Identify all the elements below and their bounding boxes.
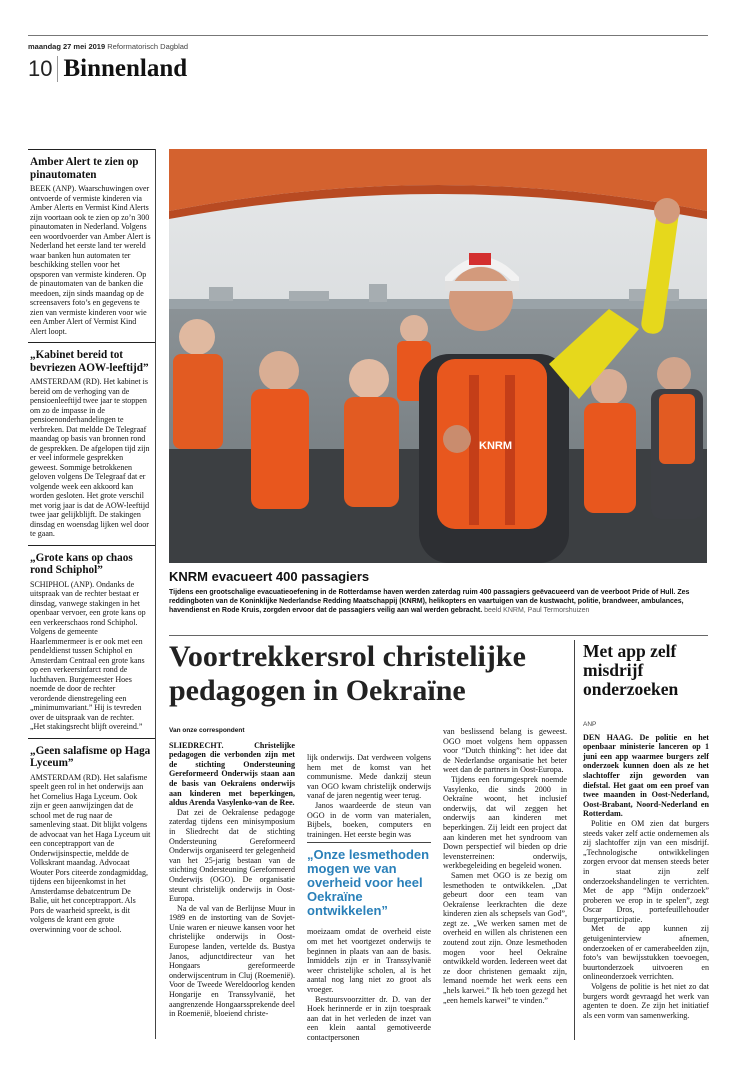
article-lead: SLIEDRECHT. Christelijke pedagogen die verbonden zijn met de stichting Ondersteuning Gereformeerd Onderwijs staan aan de basis van Oekraïens onderwijs aan kinderen met beperkingen, aldus Arenda Vasylenko-van de Ree. bbox=[169, 740, 295, 808]
vest-label: KNRM bbox=[479, 440, 512, 452]
brief-schiphol bbox=[28, 545, 155, 738]
masthead bbox=[28, 42, 708, 102]
side-source: ANP bbox=[583, 721, 597, 728]
brief-title: „Geen salafisme op Haga Lyceum” bbox=[30, 744, 151, 769]
paragraph: Volgens de politie is het niet zo dat burgers wordt gevraagd het werk van agenten te doen. Ze zijn het initiatief als een vorm van samenwerking. bbox=[583, 982, 709, 1020]
paragraph: lijk onderwijs. Dat verdween volgens hem met de komst van het communisme. Mede dankzij steun van OGO kwam christelijk onderwijs vanaf de jaren negentig weer terug. bbox=[307, 753, 431, 801]
top-rule bbox=[28, 35, 708, 36]
brief-amber-alert bbox=[28, 149, 155, 342]
article-rule bbox=[169, 635, 708, 636]
brief-title: Amber Alert te zien op pinautomaten bbox=[30, 156, 139, 181]
brief-body: AMSTERDAM (RD). Het salafisme speelt geen rol in het onderwijs aan het Cornelius Haga Lyceum. Ook zijn er geen aanwijzingen dat de school met de rug naar de samenleving staat. Dit blijkt volgens de advocaat van het Haga Lyceum uit een conceptrapport van de Onderwijsinspectie, meldde de Volkskrant maandag. Advocaat Wouter Pors citeerde zondagmiddag, tijdens een bijeenkomst in het Amsterdamse debatcentrum De Balie, uit het conceptrapport. Als Pors de waarheid spreekt, is dit volgens de krant een grote overwinning voor de school. bbox=[30, 772, 151, 934]
photo-illustration bbox=[169, 149, 707, 563]
brief-title: „Kabinet bereid tot bevriezen AOW-leeftijd” bbox=[30, 349, 149, 374]
paragraph: Dat zei de Oekraïense pedagoge zaterdag tijdens een minisymposium in Sliedrecht dat de stichting Ondersteuning Gereformeerd Onderwijs organiseerd ter gelegenheid van het 25-jarig bestaan van de stichting Ondersteuning Gereformeerd Onderwijs (OGO). De organisatie steunt christelijk onderwijs in Oost-Europa. bbox=[169, 807, 295, 904]
dateline bbox=[28, 42, 708, 51]
side-lead: DEN HAAG. De politie en het openbaar ministerie lanceren op 1 juni een app waarmee burgers zelf onderzoek kunnen doen als ze het slachtoffer zijn geworden van diefstal. Het gaat om een proef van twee maanden in Oost-Nederland, Oost-Brabant, Noord-Nederland en Rotterdam. bbox=[583, 732, 709, 819]
brief-title: „Grote kans op chaos rond Schiphol” bbox=[30, 551, 133, 576]
caption-body: Tijdens een grootschalige evacuatieoefening in de Rotterdamse haven werden zaterdag ruim 400 passagiers geëvacueerd van de veerboot Pride of Hull. Zes reddingboten van de Koninklijke Nederlandse Redding Maatschappij (KNRM), helikopters en vaartuigen van de kustwacht, politie, brandweer, ambulances, havendienst en Rode Kruis, zorgden ervoor dat de passagiers veilig aan wal werden gebracht. bbox=[169, 589, 690, 614]
article-column-1 bbox=[169, 700, 295, 1019]
brief-body: AMSTERDAM (RD). Het kabinet is bereid om de verhoging van de pensioenleeftijd twee jaar te stoppen om zo de impasse in de pensioenonderhandelingen te verbreken. Dat meldde De Telegraaf maandag op basis van bronnen rond de gesprekken. De afgelopen tijd zijn er veel informele gesprekken geweest. Sommige betrokkenen geloven volgens De Telegraaf dat er volgende week een akkoord kan worden gesloten. Het grote verschil met vorig jaar is dat de AOW-leeftijd twee jaar gelijkblijft. De stakingen dinsdag en woensdag lijken wel door te gaan. bbox=[30, 377, 150, 538]
evacuation-photo bbox=[169, 149, 707, 563]
main-headline: Voortrekkersrol christelijke pedagogen in Oekraïne bbox=[169, 640, 526, 707]
paragraph: Janos waardeerde de steun van OGO in de vorm van materialen, Bijbels, boeken, computers en trainingen. Het eerste begin was bbox=[307, 800, 431, 839]
paragraph: moeizaam omdat de overheid eiste om met het voortgezet onderwijs te beginnen in plaats van aan de basis. Inmiddels zijn er in Transsylvanië weer christelijke scholen, al is het aantal nog lang niet zo groot als vroeger. bbox=[307, 927, 431, 994]
paragraph: Politie en OM zien dat burgers steeds vaker zelf actie ondernemen als zij slachtoffer zijn van een misdrijf. „Technologische ontwikkelingen zorgen ervoor dat mensen steeds beter in staat zijn zelf onderzoekshandelingen te verrichten. Met de app “Mijn onderzoek” proberen we erop in te spelen”, zegt Oscar Dros, portefeuillehouder burgerparticipatie. bbox=[583, 818, 709, 924]
paragraph: Met de app kunnen zij getuigeninterview afnemen, onderzoeken of er camerabeelden zijn, foto’s van bewijsstukken toevoegen, buurtonderzoek uitvoeren en onlineonderzoek verrichten. bbox=[583, 924, 709, 982]
photo-credit: beeld KNRM, Paul Termorshuizen bbox=[484, 607, 590, 614]
brief-body: BEEK (ANP). Waarschuwingen over ontvoerde of vermiste kinderen via Amber Alerts en Vermist Kind Alerts zijn voortaan ook te zien op zo’n 300 pinautomaten in Nederland. Volgens een woordvoerder van Amber Alert is Nederland het eerste land ter wereld waar banken hun automaten ter beschikking stellen voor het opsporen van vermiste kinderen. Op de pinautomaten van de banken die meedoen, zijn sinds maandag op de screensavers foto’s en gegevens te zien van vermiste kinderen voor wie een Amber Alert of Vermist Kind Alert loopt. bbox=[30, 184, 151, 336]
byline: Van onze correspondent bbox=[169, 727, 245, 734]
paragraph: van beslissend belang is geweest. OGO moet volgens hem oppassen voor “Dutch thinking”: het idee dat de Nederlandse organisatie het beter weet dan de partners in Oost-Europa. bbox=[443, 727, 567, 775]
paragraph: Bestuursvoorzitter dr. D. van der Hoek herinnerde er in zijn toespraak aan dat in het verleden de inzet van een klein aantal gemotiveerde contactpersonen bbox=[307, 994, 431, 1042]
issue-date: maandag 27 mei 2019 bbox=[28, 42, 106, 51]
paragraph: Samen met OGO is ze bezig om lesmethoden te ontwikkelen. „Dat gebeurt door een team van Oekraïense leerkrachten die deze kinderen zien als schepsels van God”, zegt ze. „We werken samen met de overheid en willen als christenen een zoutend zout zijn. Onze lesmethoden mogen voor heel Oekraïne ontwikkeld worden. Iedereen weet dat ze door christenen gemaakt zijn, lemand noemde het werk eens een „hels karwei.” Ik heb toen gezegd het „een hemels karwei” te vinden.” bbox=[443, 870, 567, 1005]
pull-quote: „Onze lesmethoden mogen we van overheid voor heel Oekraïne ontwikkelen” bbox=[307, 842, 431, 924]
brief-aow bbox=[28, 342, 155, 545]
paper-name: Reformatorisch Dagblad bbox=[107, 42, 189, 51]
section-name: Binnenland bbox=[63, 55, 188, 82]
column-divider bbox=[574, 640, 575, 1040]
page-number: 10 bbox=[28, 56, 58, 82]
side-headline: Met app zelf misdrijf onderzoeken bbox=[583, 641, 679, 699]
article-column-2 bbox=[307, 753, 431, 1042]
brief-haga-lyceum bbox=[28, 738, 155, 941]
article-column-3 bbox=[443, 727, 567, 1005]
photo-title: KNRM evacueert 400 passagiers bbox=[169, 569, 370, 584]
photo-caption bbox=[169, 588, 709, 615]
news-briefs-column bbox=[28, 149, 156, 1039]
side-article-body bbox=[583, 720, 709, 1020]
section-heading bbox=[28, 56, 187, 82]
paragraph: Na de val van de Berlijnse Muur in 1989 en de instorting van de Sovjet-Unie waren er nieuwe kansen voor het christelijke onderwijs in Oost-Europese landen, vertelde ds. Bustya Janos, adjunctdirecteur van het Hongaars gereformeerde onderwijscentrum in Cluj (Roemenië). Voor de Tweede Wereldoorlog kenden Hongarije en Transsylvanië, het aangrenzende Hongaarssprekende deel in Roemenië, bloeiend christe- bbox=[169, 903, 295, 1019]
brief-body: SCHIPHOL (ANP). Ondanks de uitspraak van de rechter bestaat er dinsdag, vanwege stakingen in het openbaar vervoer, een grote kans op een verkeerschaos rond Schiphol. Volgens de gemeente Haarlemmermeer is er ook met een pendeldienst tussen Schiphol en Amsterdam Centraal een grote kans op een verkeersinfarct rond de luchthaven. Burgemeester Hoes noemde de door de rechter verordende dienstregeling een „minimumvariant.” Hij is tevreden over de uitspraak van de rechter. „Het stakingsrecht blijft overeind.” bbox=[30, 579, 146, 731]
paragraph: Tijdens een forumgesprek noemde Vasylenko, die sinds 2000 in Oekraïne woont, het inclusief onderwijs, dat wil zeggen het onderwijs aan kinderen met beperkingen. Zij leidt een project dat aan kinderen met het syndroom van Down perspectief wil bieden op drie levensterreinen: onderwijs, werkbegeleiding en begeleid wonen. bbox=[443, 774, 567, 871]
